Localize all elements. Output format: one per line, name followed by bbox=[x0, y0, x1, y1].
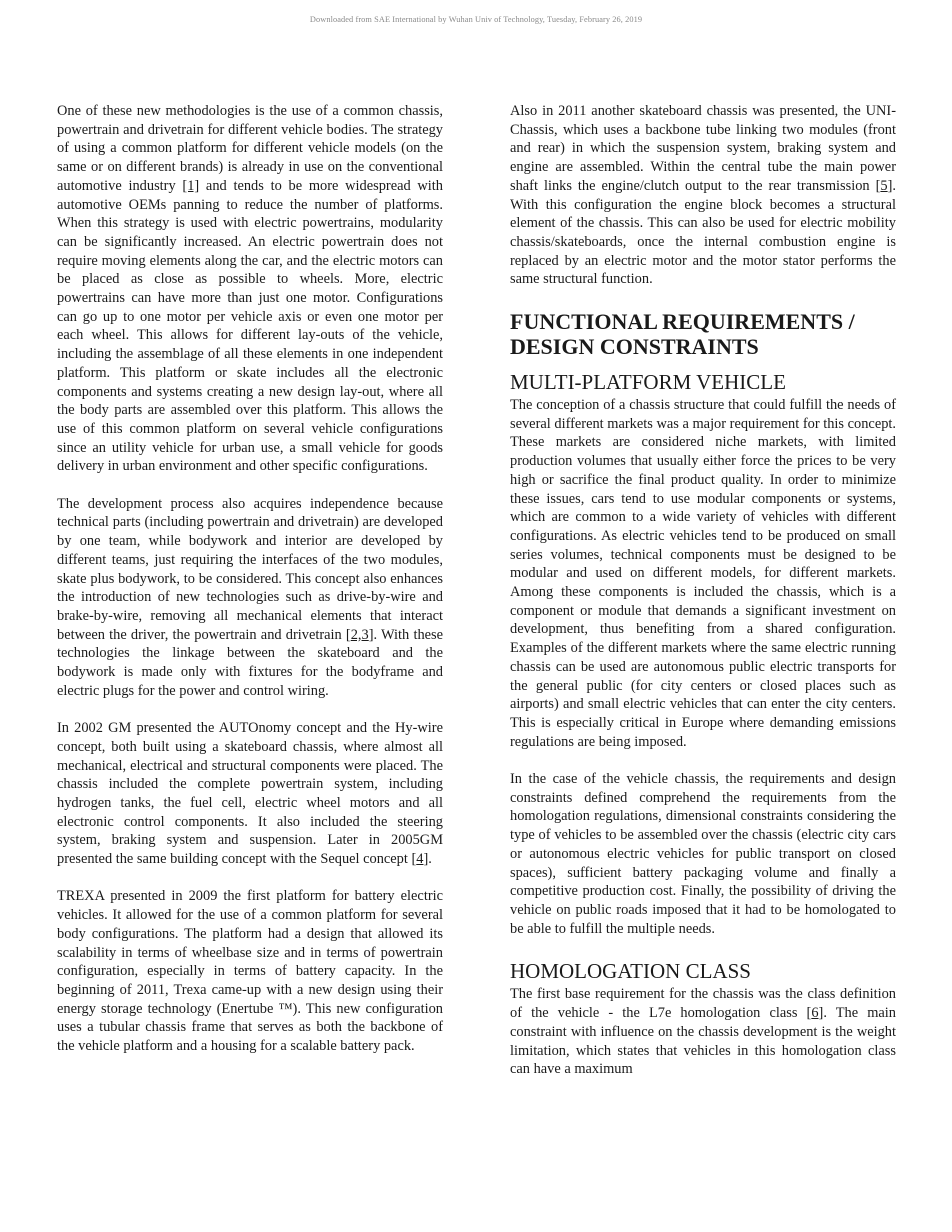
citation-link-1[interactable]: [1] bbox=[182, 177, 200, 194]
citation-link-2-3[interactable]: 2,3 bbox=[350, 626, 369, 643]
paragraph-development-process: The development process also acquires independence because technical parts (including powertrain and drivetrain) are developed by one team, while bodywork and interior are developed by different teams, just requiring the interfaces of the two modules, skate plus bodywork, to be considered. This concept also enhances the introduction of new technologies such as drive-by-wire and brake-by-wire, removing all mechanical elements that interact between the driver, the powertrain and drivetrain [2,3]. With these technologies the linkage between the skateboard and the bodywork is made only with fixtures for the bodyframe and electric plugs for the power and control wiring. bbox=[57, 495, 444, 699]
paragraph-homologation: The first base requirement for the chassis was the class definition of the vehicle - the L7e homologation class [6]. The main constraint with influence on the chassis development is the weight limitation, which states that vehicles in this homologation class can have a maximum bbox=[510, 986, 896, 1078]
right-column bbox=[510, 102, 896, 1079]
paragraph-trexa: TREXA presented in 2009 the first platform for battery electric vehicles. It allowed for the use of a common platform for several body configurations. The platform had a design that allowed its scalability in terms of wheelbase size and in terms of powertrain configuration, especially in terms of battery capacity. In the beginning of 2011, Trexa came-up with a new design using their energy storage technology (Enertube ™). This new configuration uses a tubular chassis frame that serves as both the backbone of the vehicle platform and a housing for a scalable battery pack. bbox=[57, 888, 443, 1055]
paragraph-multi-platform: The conception of a chassis structure that could fulfill the needs of several different markets was a major requirement for this concept. These markets are considered niche markets, with limited production volumes that usually either force the prices to be very high or sacrifice the final product quality. In order to minimize these issues, cars tend to use modular components or systems, which are common to a wide variety of vehicles with different configurations. As electric vehicles tend to be produced on small series volumes, technical components must be designed to be modular and used on different models, for different markets. Among these components is included the chassis, which is a component or module that demands a significant investment on development, thus benefiting from a shared configuration. Examples of the different markets where the same electric running chassis can be used are autonomous public electric transports for the general public (for city centers or closed places such as airports) and small electric vehicles that can enter the city centers. This is especially critical in Europe where demanding emissions regulations are being imposed. bbox=[510, 397, 896, 750]
paragraph-uni-chassis: Also in 2011 another skateboard chassis was presented, the UNI-Chassis, which uses a backbone tube linking two modules (front and rear) in which the suspension system, braking system and engine are assembled. Within the central tube the main power shaft links the engine/clutch output to the rear transmission [5]. With this configuration the engine block becomes a structural element of the chassis. This can also be used for electric mobility chassis/skateboards, once the internal combustion engine is replaced by an electric motor and the motor stator performs the same structural function. bbox=[510, 103, 896, 288]
citation-link-6[interactable]: 6 bbox=[811, 1005, 819, 1022]
paragraph-chassis-requirements: In the case of the vehicle chassis, the requirements and design constraints defined comprehend the requirements from the homologation regulations, dimensional constraints considering the type of vehicles to be assembled over the chassis (electric city cars or autonomous electric vehicles for public transport on closed spaces), sufficient battery packaging volume and finally a competitive production cost. Finally, the possibility of driving the vehicle on public roads imposed that it had to be homologated to be able to fulfill the multiple needs. bbox=[510, 771, 896, 937]
heading-multi-platform-vehicle: MULTI-PLATFORM VEHICLE bbox=[510, 370, 786, 395]
paragraph-common-platform: One of these new methodologies is the use of a common chassis, powertrain and drivetrain for different vehicle bodies. The strategy of using a common platform for different vehicle models (on the same or on different brands) is already in use on the conventional automotive industry [1] and tends to be more widespread with automotive OEMs panning to reduce the number of platforms. When this strategy is used with electric powertrains, modularity can be significantly increased. An electric powertrain does not require moving elements along the car, and the electric motors can be placed as close as possible to wheels. More, electric powertrains can have more than just one motor. Configurations can go up to one motor per vehicle axis or even one motor per each wheel. This allows for different lay-outs of the vehicle, including the assemblage of all these elements in one independent platform. This platform or skate includes all the electronic components and systems creating a new design lay-out, where all the body parts are assembled over this platform. This allows the use of this common platform on several vehicle configurations since an utility vehicle for urban use, a small vehicle for goods delivery in urban environment and other specific configurations. bbox=[57, 103, 443, 475]
citation-link-4[interactable]: 4 bbox=[416, 851, 424, 868]
paragraph-gm-autonomy: In 2002 GM presented the AUTOnomy concept and the Hy-wire concept, both built using a skateboard chassis, where almost all mechanical, electrical and structural components were placed. The chassis included the complete powertrain system, including hydrogen tanks, the fuel cell, electric wheel motors and all electronic control components. It also included the steering system, braking system and suspension. Later in 2005GM presented the same building concept with the Sequel concept [4]. bbox=[57, 720, 443, 868]
download-watermark: Downloaded from SAE International by Wuhan Univ of Technology, Tuesday, February 26, 2019 bbox=[309, 15, 643, 24]
left-column bbox=[57, 102, 443, 1056]
citation-link-5[interactable]: 5 bbox=[880, 177, 888, 194]
heading-functional-requirements: FUNCTIONAL REQUIREMENTS / DESIGN CONSTRAINTS bbox=[510, 309, 855, 360]
heading-homologation-class: HOMOLOGATION CLASS bbox=[510, 959, 751, 984]
